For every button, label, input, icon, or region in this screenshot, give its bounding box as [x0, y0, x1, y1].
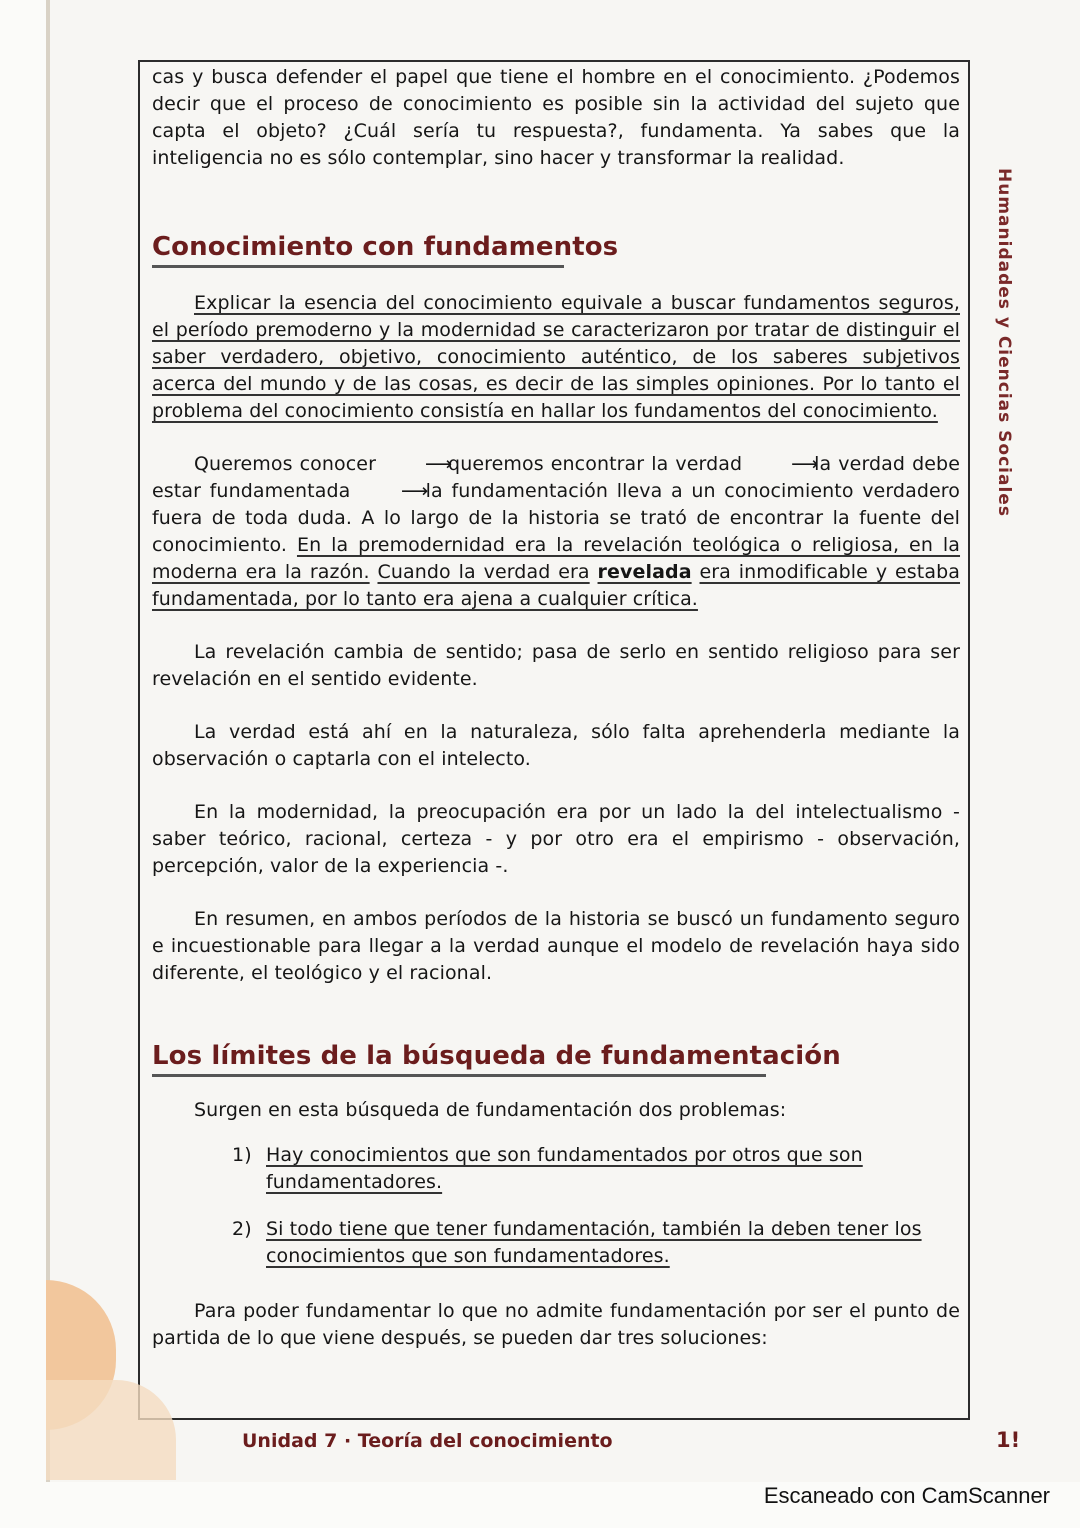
scanner-watermark: Escaneado con CamScanner [763, 1483, 1050, 1508]
paragraph-modernidad: En la modernidad, la preocupación era por un lado la del intelectualismo - saber teórico, racional, certeza - y por otro era el empirismo - observación, percepción, valor de la experiencia -. [152, 801, 960, 877]
underlined-cuando-a: Cuando la verdad era [377, 561, 590, 583]
item-number: 2) [232, 1218, 252, 1240]
item-number: 1) [232, 1144, 252, 1166]
item-text: Hay conocimientos que son fundamentados por otros que son fundamentadores. [266, 1144, 863, 1193]
paragraph-verdad: La verdad está ahí en la naturaleza, sólo falta aprehenderla mediante la observación o captarla con el intelecto. [152, 721, 960, 770]
list-item [152, 1142, 960, 1196]
paragraph-esencia: Explicar la esencia del conocimiento equivale a buscar fundamentos seguros, el período premoderno y la modernidad se caracterizaron por tratar de distinguir el saber verdadero, objetivo, conocimiento auténtico, de los saberes subjetivos acerca del mundo y de las cosas, es decir de las simples opiniones. Por lo tanto el problema del conocimiento consistía en hallar los fundamentos del conocimiento. [152, 292, 960, 422]
underlined-premodernidad: En la premodernidad era la revelación teológica o religiosa, en la moderna era la razón. [152, 534, 961, 583]
page-content [152, 64, 960, 1352]
paragraph-surgen: Surgen en esta búsqueda de fundamentación dos problemas: [194, 1099, 787, 1121]
footer-unit: Unidad 7 · Teoría del conocimiento [242, 1430, 613, 1452]
paragraph-soluciones: Para poder fundamentar lo que no admite fundamentación por ser el punto de partida de lo que viene después, se pueden dar tres soluciones: [152, 1300, 960, 1349]
seq-d: la fundamentación lleva a un conocimiento verdadero fuera de toda duda. A lo largo de la historia se trató de encontrar la fuente del conocimiento. [152, 480, 960, 556]
bold-revelada: revelada [597, 561, 692, 583]
page-edge [46, 0, 50, 1482]
arrow-icon: ⟶ [401, 480, 429, 502]
paragraph-secuencia [152, 451, 960, 613]
side-label: Humanidades y Ciencias Sociales [994, 168, 1014, 517]
seq-b: queremos encontrar la verdad [448, 453, 743, 475]
section-title-conocimiento: Conocimiento con fundamentos [152, 232, 619, 262]
seq-a: Queremos conocer [194, 453, 376, 475]
arrow-icon: ⟶ [791, 453, 819, 475]
intro-paragraph: cas y busca defender el papel que tiene el hombre en el conocimiento. ¿Podemos decir que el proceso de conocimiento es posible sin la actividad del sujeto que capta el objeto? ¿Cuál sería tu respuesta?, fundamenta. Ya sabes que la inteligencia no es sólo contemplar, sino hacer y transformar la realidad. [152, 66, 960, 169]
underlined-cuando-b: era inmodificable y estaba fundamentada, por lo tanto era ajena a cualquier crítica. [152, 561, 961, 610]
section-title-limites: Los límites de la búsqueda de fundamentación [152, 1041, 841, 1071]
finger-shadow [46, 1380, 176, 1480]
paragraph-resumen: En resumen, en ambos períodos de la historia se buscó un fundamento seguro e incuestionable para llegar a la verdad aunque el modelo de revelación haya sido diferente, el teológico y el racional. [152, 908, 960, 984]
problems-list [152, 1142, 960, 1270]
page-number: 1! [996, 1428, 1021, 1452]
arrow-icon: ⟶ [425, 453, 453, 475]
item-text: Si todo tiene que tener fundamentación, también la deben tener los conocimientos que son fundamentadores. [266, 1218, 922, 1267]
paragraph-revelacion: La revelación cambia de sentido; pasa de serlo en sentido religioso para ser revelación en el sentido evidente. [152, 641, 960, 690]
list-item [152, 1216, 960, 1270]
seq-c: la verdad debe estar fundamentada [152, 453, 960, 502]
